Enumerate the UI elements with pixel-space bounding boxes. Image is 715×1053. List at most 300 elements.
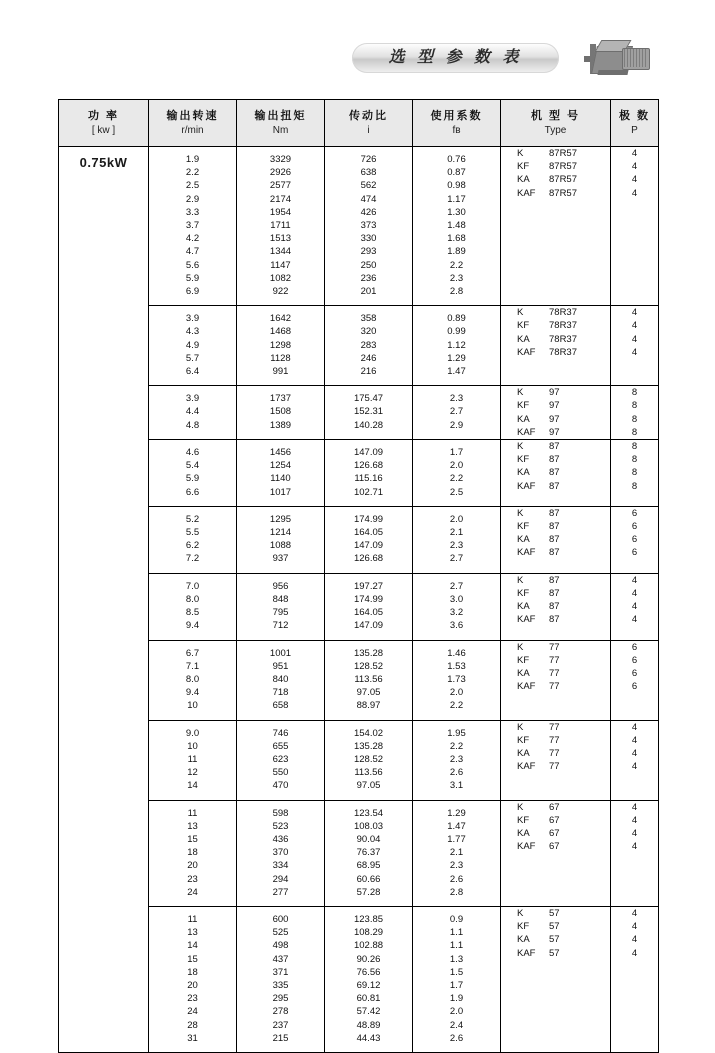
type-value [517, 641, 610, 654]
type-value [517, 333, 610, 346]
output-speed-value: 6.6 [185, 486, 200, 498]
type-model: 87 [549, 587, 560, 599]
type-prefix: KA [517, 413, 530, 425]
ratio-value: 135.28 [353, 647, 384, 659]
type-value [517, 440, 610, 453]
type-model: 87R57 [549, 187, 577, 199]
output-torque-value: 215 [272, 1032, 289, 1044]
type-cell [501, 440, 611, 507]
output-speed-value: 3.9 [185, 393, 200, 405]
poles-value: 4 [631, 346, 638, 358]
type-prefix: KAF [517, 187, 536, 199]
service-factor-value: 1.7 [449, 979, 464, 991]
col-header-power-unit: [ kw ] [91, 124, 116, 136]
poles-value: 8 [631, 441, 638, 453]
type-model: 78R37 [549, 320, 577, 332]
ratio-value: 320 [360, 326, 377, 338]
service-factor-value: 0.87 [447, 167, 466, 179]
output-speed-value: 7.0 [185, 580, 200, 592]
output-speed-value: 5.7 [185, 352, 200, 364]
output-speed-value: 24 [187, 886, 198, 898]
service-factor-value: 1.12 [447, 339, 466, 351]
type-model: 97 [549, 400, 560, 412]
poles-value: 8 [631, 400, 638, 412]
type-prefix: KF [517, 400, 530, 412]
type-model: 77 [549, 681, 560, 693]
service-factor-value: 1.89 [447, 246, 466, 258]
ratio-value: 154.02 [353, 727, 384, 739]
type-prefix: KA [517, 934, 530, 946]
ratio-value: 140.28 [353, 419, 384, 431]
output-torque-value: 1295 [269, 513, 292, 525]
type-value [517, 721, 610, 734]
type-model: 77 [549, 761, 560, 773]
type-value [517, 546, 610, 559]
output-torque-value: 655 [272, 740, 289, 752]
output-speed-value: 8.0 [185, 593, 200, 605]
service-factor-value: 1.30 [447, 206, 466, 218]
output-torque-value: 1214 [269, 527, 292, 539]
type-prefix: KAF [517, 480, 536, 492]
poles-value: 4 [631, 574, 638, 586]
service-factor-cell [413, 573, 501, 640]
col-header-ratio-unit: i [367, 124, 370, 136]
poles-value: 4 [631, 734, 638, 746]
service-factor-value: 0.76 [447, 154, 466, 165]
output-speed-value: 28 [187, 1019, 198, 1031]
type-model: 57 [549, 921, 560, 933]
output-torque-value: 1344 [269, 246, 292, 258]
output-speed-value: 11 [187, 913, 198, 925]
poles-value: 4 [631, 947, 638, 959]
output-torque-value: 746 [272, 727, 289, 739]
type-value [517, 520, 610, 533]
ratio-value: 76.37 [356, 847, 381, 859]
poles-value: 4 [631, 187, 638, 199]
output-torque-value: 1456 [269, 447, 292, 459]
service-factor-value: 2.6 [449, 767, 464, 779]
type-cell [501, 306, 611, 386]
type-model: 67 [549, 841, 560, 853]
output-torque-value: 1711 [270, 220, 291, 232]
output-torque-value: 470 [272, 780, 289, 792]
type-value [517, 319, 610, 332]
service-factor-value: 2.7 [449, 553, 464, 565]
type-model: 78R37 [549, 307, 577, 319]
ratio-cell [325, 306, 413, 386]
service-factor-value: 2.3 [449, 272, 464, 284]
output-speed-value: 4.2 [185, 233, 200, 245]
ratio-value: 69.12 [356, 979, 381, 991]
type-model: 77 [549, 667, 560, 679]
type-prefix: KAF [517, 547, 536, 559]
ratio-value: 126.68 [353, 553, 384, 565]
output-torque-value: 1128 [270, 352, 291, 364]
service-factor-value: 2.3 [449, 860, 464, 872]
service-factor-value: 1.29 [447, 807, 466, 819]
service-factor-value: 1.1 [449, 927, 464, 939]
output-torque-value: 1082 [269, 272, 292, 284]
poles-value: 4 [631, 601, 638, 613]
ratio-value: 474 [360, 193, 377, 205]
type-model: 87 [549, 480, 560, 492]
type-prefix: KA [517, 827, 530, 839]
type-value [517, 160, 610, 173]
ratio-value: 60.81 [356, 993, 381, 1005]
ratio-value: 57.42 [356, 1006, 381, 1018]
output-torque-value: 598 [272, 807, 289, 819]
service-factor-value: 2.0 [449, 1006, 464, 1018]
table-row [59, 906, 659, 1052]
col-header-power [59, 100, 149, 147]
type-value [517, 947, 610, 960]
spec-table-head [59, 100, 659, 147]
ratio-value: 201 [360, 286, 377, 298]
service-factor-value: 3.0 [449, 593, 464, 605]
poles-value: 6 [631, 507, 638, 519]
output-speed-value: 2.5 [185, 180, 200, 192]
col-header-type-unit: Type [544, 124, 567, 136]
output-torque-cell [237, 506, 325, 573]
poles-value: 4 [631, 921, 638, 933]
type-model: 77 [549, 747, 560, 759]
output-torque-value: 1298 [269, 339, 292, 351]
output-speed-value: 4.6 [185, 447, 200, 459]
service-factor-value: 2.6 [449, 873, 464, 885]
type-value [517, 933, 610, 946]
type-model: 57 [549, 907, 560, 919]
poles-value: 6 [631, 681, 638, 693]
type-model: 77 [549, 734, 560, 746]
output-speed-value: 10 [187, 700, 198, 712]
output-speed-value: 24 [187, 1006, 198, 1018]
type-value [517, 907, 610, 920]
ratio-value: 88.97 [356, 700, 381, 712]
type-value [517, 386, 610, 399]
ratio-value: 97.05 [356, 687, 381, 699]
type-value [517, 426, 610, 439]
type-model: 87 [549, 601, 560, 613]
poles-value: 6 [631, 641, 638, 653]
type-prefix: KF [517, 921, 530, 933]
output-torque-cell [237, 573, 325, 640]
type-cell [501, 147, 611, 306]
type-value [517, 667, 610, 680]
ratio-value: 216 [360, 366, 377, 378]
poles-value: 4 [631, 721, 638, 733]
table-row [59, 573, 659, 640]
col-header-poles [611, 100, 659, 147]
output-speed-value: 5.9 [185, 272, 200, 284]
type-model: 97 [549, 426, 560, 438]
output-torque-value: 623 [272, 753, 289, 765]
output-speed-value: 31 [187, 1032, 198, 1044]
poles-value: 6 [631, 654, 638, 666]
output-torque-value: 840 [272, 673, 289, 685]
type-value [517, 920, 610, 933]
output-speed-value: 5.9 [185, 473, 200, 485]
spec-table [58, 99, 659, 1053]
type-prefix: KA [517, 174, 530, 186]
output-speed-value: 4.7 [185, 246, 200, 258]
ratio-value: 123.85 [353, 913, 384, 925]
service-factor-value: 2.0 [449, 687, 464, 699]
col-header-type [501, 100, 611, 147]
type-prefix: KF [517, 320, 530, 332]
ratio-value: 152.31 [353, 406, 384, 418]
power-value: 0.75kW [79, 155, 128, 170]
type-prefix: K [517, 641, 524, 653]
service-factor-cell [413, 720, 501, 800]
ratio-value: 175.47 [353, 393, 384, 405]
type-value [517, 173, 610, 186]
table-row [59, 506, 659, 573]
poles-value: 4 [631, 148, 638, 159]
output-speed-value: 4.4 [185, 406, 200, 418]
type-prefix: KF [517, 734, 530, 746]
output-torque-value: 237 [272, 1019, 289, 1031]
ratio-value: 102.88 [353, 940, 384, 952]
poles-value: 8 [631, 454, 638, 466]
output-speed-value: 9.4 [185, 687, 200, 699]
gearmotor-illustration [578, 36, 656, 82]
poles-value: 4 [631, 827, 638, 839]
output-torque-value: 718 [272, 687, 289, 699]
table-row [59, 306, 659, 386]
output-torque-value: 658 [272, 700, 289, 712]
type-prefix: K [517, 441, 524, 453]
type-prefix: KAF [517, 841, 536, 853]
type-prefix: KF [517, 521, 530, 533]
service-factor-value: 1.17 [447, 193, 466, 205]
service-factor-value: 0.89 [447, 313, 466, 325]
output-torque-value: 848 [272, 593, 289, 605]
output-speed-cell [149, 800, 237, 906]
ratio-value: 128.52 [353, 753, 384, 765]
output-torque-value: 712 [272, 620, 289, 632]
service-factor-value: 3.1 [449, 780, 464, 792]
poles-value: 8 [631, 413, 638, 425]
ratio-cell [325, 147, 413, 306]
ratio-value: 726 [360, 154, 377, 165]
poles-value: 4 [631, 307, 638, 319]
service-factor-value: 1.5 [449, 966, 464, 978]
table-row [59, 800, 659, 906]
service-factor-value: 1.3 [449, 953, 464, 965]
output-speed-value: 10 [187, 740, 198, 752]
ratio-value: 68.95 [356, 860, 381, 872]
output-torque-value: 278 [272, 1006, 289, 1018]
service-factor-value: 2.7 [449, 406, 464, 418]
poles-cell [611, 386, 659, 440]
output-torque-value: 1389 [269, 419, 292, 431]
type-model: 67 [549, 814, 560, 826]
output-torque-value: 525 [272, 927, 289, 939]
output-speed-value: 5.4 [185, 460, 200, 472]
ratio-value: 123.54 [353, 807, 384, 819]
output-speed-value: 6.7 [185, 647, 200, 659]
ratio-value: 373 [360, 220, 377, 232]
col-header-service-factor [413, 100, 501, 147]
type-model: 87 [549, 521, 560, 533]
type-prefix: KA [517, 601, 530, 613]
type-prefix: KAF [517, 681, 536, 693]
service-factor-value: 2.3 [449, 753, 464, 765]
output-torque-value: 956 [272, 580, 289, 592]
service-factor-value: 2.4 [449, 1019, 464, 1031]
service-factor-value: 2.1 [449, 847, 464, 859]
type-cell [501, 386, 611, 440]
output-torque-value: 294 [272, 873, 289, 885]
output-torque-cell [237, 386, 325, 440]
output-torque-value: 1642 [269, 313, 292, 325]
type-value [517, 346, 610, 359]
ratio-value: 97.05 [356, 780, 381, 792]
output-torque-value: 1017 [269, 486, 292, 498]
service-factor-cell [413, 906, 501, 1052]
type-model: 57 [549, 934, 560, 946]
poles-cell [611, 800, 659, 906]
type-model: 87 [549, 574, 560, 586]
type-prefix: KA [517, 667, 530, 679]
service-factor-value: 1.7 [449, 447, 464, 459]
output-speed-value: 6.4 [185, 366, 200, 378]
output-torque-value: 371 [272, 966, 289, 978]
ratio-value: 48.89 [356, 1019, 381, 1031]
type-model: 97 [549, 413, 560, 425]
ratio-value: 113.56 [354, 767, 383, 779]
output-speed-value: 5.6 [185, 259, 200, 271]
col-header-output-torque-cn: 输出扭矩 [254, 109, 307, 122]
service-factor-value: 3.2 [449, 607, 464, 619]
output-speed-cell [149, 573, 237, 640]
type-value [517, 801, 610, 814]
output-speed-value: 23 [187, 993, 198, 1005]
header-row [59, 100, 659, 147]
type-prefix: K [517, 801, 524, 813]
type-model: 87R57 [549, 174, 577, 186]
type-value [517, 587, 610, 600]
output-speed-value: 18 [187, 847, 198, 859]
poles-value: 8 [631, 387, 638, 399]
output-torque-value: 3329 [269, 154, 292, 165]
ratio-value: 236 [360, 272, 377, 284]
output-torque-value: 1147 [270, 259, 291, 271]
type-value [517, 680, 610, 693]
service-factor-cell [413, 306, 501, 386]
type-value [517, 654, 610, 667]
poles-value: 4 [631, 801, 638, 813]
poles-value: 6 [631, 534, 638, 546]
col-header-output-torque [237, 100, 325, 147]
type-value [517, 814, 610, 827]
type-prefix: KF [517, 454, 530, 466]
output-torque-value: 1254 [269, 460, 292, 472]
output-speed-value: 4.9 [185, 339, 200, 351]
service-factor-value: 2.0 [449, 460, 464, 472]
type-value [517, 840, 610, 853]
gearmotor-motor-fins [624, 49, 646, 67]
service-factor-value: 2.3 [449, 540, 464, 552]
type-prefix: KA [517, 333, 530, 345]
col-header-service-factor-unit: fв [452, 124, 461, 136]
output-torque-value: 436 [272, 833, 289, 845]
type-prefix: K [517, 387, 524, 399]
poles-value: 4 [631, 614, 638, 626]
ratio-value: 128.52 [353, 660, 384, 672]
type-prefix: KA [517, 467, 530, 479]
table-row [59, 147, 659, 306]
output-torque-value: 437 [272, 953, 289, 965]
type-value [517, 399, 610, 412]
ratio-cell [325, 906, 413, 1052]
service-factor-cell [413, 506, 501, 573]
service-factor-value: 1.77 [447, 833, 466, 845]
output-speed-value: 4.3 [185, 326, 200, 338]
ratio-value: 135.28 [353, 740, 384, 752]
output-torque-value: 600 [272, 913, 289, 925]
ratio-value: 44.43 [356, 1032, 381, 1044]
ratio-value: 174.99 [353, 513, 384, 525]
output-speed-cell [149, 440, 237, 507]
col-header-poles-cn: 极 数 [618, 109, 651, 122]
type-model: 87 [549, 614, 560, 626]
output-speed-value: 2.9 [185, 193, 200, 205]
type-model: 87 [549, 507, 560, 519]
output-speed-value: 23 [187, 873, 198, 885]
output-torque-value: 922 [272, 286, 289, 298]
type-prefix: KF [517, 654, 530, 666]
type-cell [501, 506, 611, 573]
output-speed-cell [149, 147, 237, 306]
output-speed-value: 5.5 [185, 527, 200, 539]
service-factor-value: 0.99 [447, 326, 466, 338]
table-row [59, 720, 659, 800]
type-prefix: KAF [517, 947, 536, 959]
type-value [517, 453, 610, 466]
service-factor-value: 1.47 [447, 820, 466, 832]
service-factor-value: 1.73 [447, 673, 466, 685]
ratio-value: 147.09 [353, 620, 384, 632]
output-torque-value: 1088 [269, 540, 292, 552]
ratio-value: 197.27 [353, 580, 384, 592]
output-torque-value: 795 [272, 607, 289, 619]
service-factor-value: 1.1 [449, 940, 464, 952]
ratio-value: 108.03 [353, 820, 384, 832]
type-prefix: KF [517, 814, 530, 826]
output-torque-value: 1513 [269, 233, 292, 245]
page-title: 选 型 参 数 表 [388, 49, 523, 66]
poles-cell [611, 306, 659, 386]
output-torque-value: 2926 [269, 167, 292, 179]
output-speed-cell [149, 906, 237, 1052]
output-torque-value: 335 [272, 979, 289, 991]
service-factor-value: 2.2 [449, 740, 464, 752]
service-factor-value: 1.95 [447, 727, 466, 739]
type-value [517, 533, 610, 546]
output-speed-value: 14 [187, 940, 198, 952]
output-speed-cell [149, 506, 237, 573]
ratio-value: 147.09 [353, 447, 384, 459]
service-factor-value: 2.1 [449, 527, 464, 539]
ratio-cell [325, 506, 413, 573]
service-factor-value: 0.98 [447, 180, 466, 192]
poles-value: 4 [631, 814, 638, 826]
col-header-type-cn: 机 型 号 [530, 109, 581, 122]
output-speed-value: 5.2 [185, 513, 200, 525]
poles-value: 4 [631, 934, 638, 946]
col-header-poles-unit: P [631, 124, 638, 136]
